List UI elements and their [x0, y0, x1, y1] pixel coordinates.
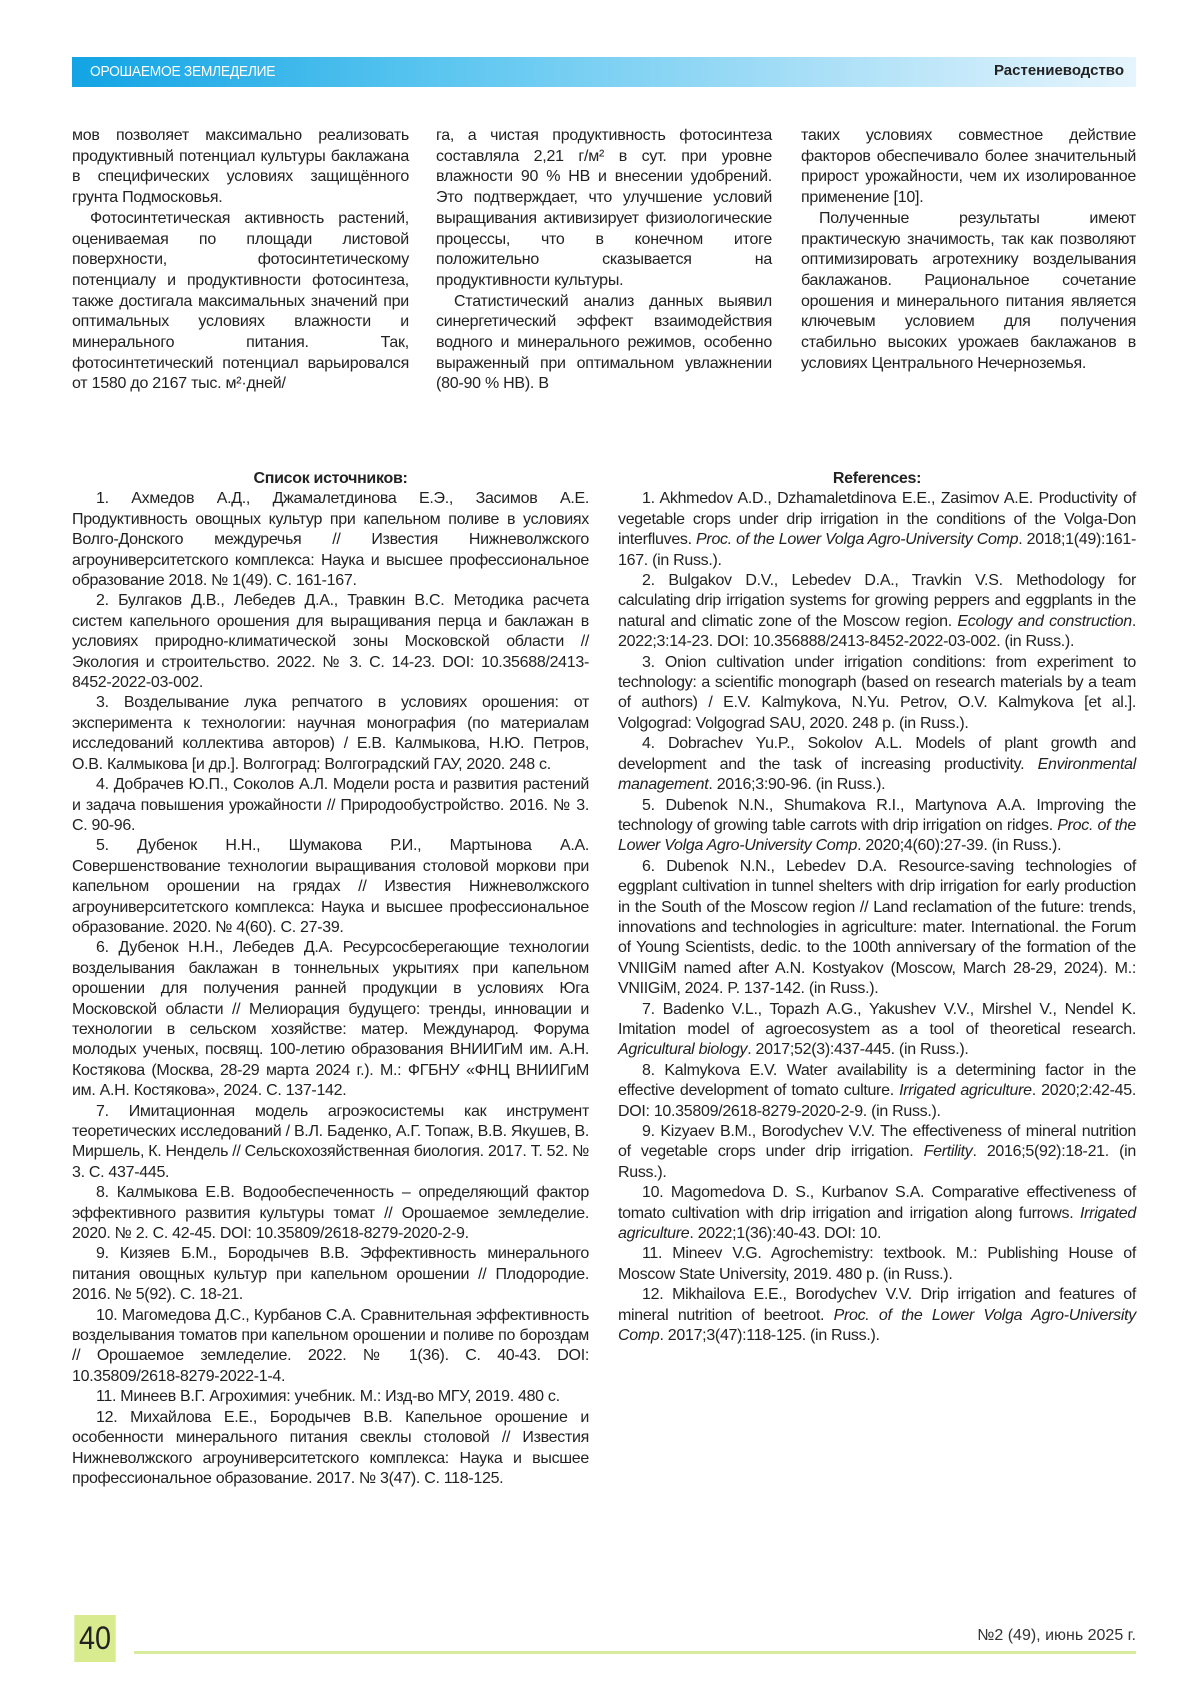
paragraph: мов позволяет максимально реализовать продуктивный потенциал культуры баклажана в специфических условиях защищённого грунта Подмосковья. [72, 126, 409, 209]
journal-title: Irrigated agriculture [899, 1082, 1032, 1099]
journal-title: Proc. of the Lower Volga Agro-University Comp [696, 531, 1018, 548]
references-ru-heading: Список источников: [72, 469, 589, 489]
reference-text: . 2017;52(3):437-445. (in Russ.). [747, 1041, 968, 1058]
reference-item [618, 1122, 1136, 1183]
reference-text: . 2022;3:14-23. DOI: 10.356888/2413-8452-2022-03-002. (in Russ.). [618, 613, 1136, 650]
page-number: 40 [74, 1615, 115, 1662]
issue-info: №2 (49), июнь 2025 г. [977, 1627, 1136, 1645]
paragraph: таких условиях совместное действие факторов обеспечивало более значительный прирост урожайности, чем их изолированное применение [10]. [801, 126, 1136, 209]
journal-section-title: ОРОШАЕМОЕ ЗЕМЛЕДЕЛИЕ [90, 63, 275, 80]
reference-text: 9. Kizyaev B.M., Borodychev V.V. The effectiveness of mineral nutrition of vegetable crops under drip irrigation. [618, 1123, 1136, 1160]
reference-item: 3. Возделывание лука репчатого в условиях орошения: от эксперимента к технологии: научная монография (по материалам исследований коллектива авторов) / Е.В. Калмыкова, Н.Ю. Петров, О.В. Калмыкова [и др.]. Волгоград: Волгоградский ГАУ, 2020. 248 с. [72, 693, 589, 775]
reference-item: 8. Калмыкова Е.В. Водообеспеченность – определяющий фактор эффективного развития культуры томат // Орошаемое земледелие. 2020. № 2. С. 42-45. DOI: 10.35809/2618-8279-2020-2-9. [72, 1183, 589, 1244]
reference-item: 10. Магомедова Д.С., Курбанов С.А. Сравнительная эффективность возделывания томатов при капельном орошении и поливе по бороздам // Орошаемое земледелие. 2022. № 1(36). С. 40-43. DOI: 10.35809/2618-8279-2022-1-4. [72, 1306, 589, 1388]
reference-item: 11. Минеев В.Г. Агрохимия: учебник. М.: Изд-во МГУ, 2019. 480 с. [72, 1387, 589, 1407]
reference-text: 6. Dubenok N.N., Lebedev D.A. Resource-saving technologies of eggplant cultivation in tunnel shelters with drip irrigation for early production in the South of the Moscow region // Land reclamation of the future: trends, innovations and technologies in agriculture: mater. International. the Forum of Young Scientists, dedic. to the 100th anniversary of the formation of the VNIIGiM named after A.N. Kostyakov (Moscow, March 28-29, 2024). M.: VNIIGiM, 2024. P. 137-142. (in Russ.). [618, 858, 1136, 997]
reference-item: 1. Ахмедов А.Д., Джамалетдинова Е.Э., Засимов А.Е. Продуктивность овощных культур при капельном поливе в условиях Волго-Донского междуречья // Известия Нижневолжского агроуниверситетского комплекса: Наука и высшее профессиональное образование 2018. № 1(49). С. 161-167. [72, 489, 589, 591]
reference-text: . 2016;5(92):18-21. (in Russ.). [618, 1143, 1136, 1180]
reference-item [618, 1061, 1136, 1122]
reference-item: 12. Михайлова Е.Е., Бородычев В.В. Капельное орошение и особенности минерального питания свеклы столовой // Известия Нижневолжского агроуниверситетского комплекса: Наука и высшее профессиональное образование. 2017. № 3(47). С. 118-125. [72, 1408, 589, 1490]
journal-title: Environmental management [618, 756, 1136, 793]
running-header [72, 57, 1136, 87]
rubric-title: Растениеводство [994, 62, 1124, 79]
journal-title: Irrigated agriculture [618, 1205, 1136, 1242]
body-column-2 [436, 126, 772, 395]
reference-item: 6. Дубенок Н.Н., Лебедев Д.А. Ресурсосберегающие технологии возделывания баклажан в тоннельных укрытиях при капельном орошении для получения ранней продукции в условиях Юга Московской области // Мелиорация будущего: тренды, инновации и технологии в сельском хозяйстве: матер. Международ. Форума молодых ученых, посвящ. 100-летию образования ВНИИГиМ им. А.Н. Костякова (Москва, 28-29 марта 2024 г.). М.: ФГБНУ «ФНЦ ВНИИГиМ им. А.Н. Костякова», 2024. С. 137-142. [72, 938, 589, 1101]
reference-text: . 2020;4(60):27-39. (in Russ.). [857, 837, 1061, 854]
reference-item [618, 653, 1136, 735]
references-english [618, 469, 1136, 1346]
references-russian [72, 469, 589, 1489]
reference-text: . 2022;1(36):40-43. DOI: 10. [689, 1225, 881, 1242]
reference-text: 10. Magomedova D. S., Kurbanov S.A. Comparative effectiveness of tomato cultivation with drip irrigation and irrigation along furrows. [618, 1184, 1136, 1221]
reference-item [618, 1183, 1136, 1244]
paragraph: Фотосинтетическая активность растений, оцениваемая по площади листовой поверхности, фотосинтетическому потенциалу и продуктивности фотосинтеза, также достигала максимальных значений при оптимальных условиях влажности и минерального питания. Так, фотосинтетический потенциал варьировался от 1580 до 2167 тыс. м²·дней/ [72, 209, 409, 395]
reference-item [618, 857, 1136, 1000]
reference-text: . 2017;3(47):118-125. (in Russ.). [659, 1327, 879, 1344]
journal-title: Proc. of the Lower Volga Agro-University Comp [618, 1307, 1136, 1344]
reference-item: 4. Добрачев Ю.П., Соколов А.Л. Модели роста и развития растений и задача повышения урожайности // Природообустройство. 2016. № 3. С. 90-96. [72, 775, 589, 836]
paragraph: Полученные результаты имеют практическую значимость, так как позволяют оптимизировать агротехнику возделывания баклажанов. Рациональное сочетание орошения и минерального питания является ключевым условием для получения стабильно высоких урожаев баклажанов в условиях Центрального Нечерноземья. [801, 209, 1136, 375]
reference-item [618, 571, 1136, 653]
reference-text: 1. Akhmedov A.D., Dzhamaletdinova E.E., Zasimov A.E. Productivity of vegetable crops under drip irrigation in the conditions of the Volga-Don interfluves. [618, 490, 1136, 548]
reference-item [618, 1244, 1136, 1285]
reference-text: 2. Bulgakov D.V., Lebedev D.A., Travkin V.S. Methodology for calculating drip irrigation systems for growing peppers and eggplants in the natural and climatic zone of the Moscow region. [618, 572, 1136, 630]
reference-text: 3. Onion cultivation under irrigation conditions: from experiment to technology: a scientific monograph (based on research materials by a team of authors) / E.V. Kalmykova, N.Yu. Petrov, O.V. Kalmykova [et al.]. Volgograd: Volgograd SAU, 2020. 248 p. (in Russ.). [618, 654, 1136, 732]
footer-divider [134, 1651, 1136, 1654]
reference-text: 11. Mineev V.G. Agrochemistry: textbook. M.: Publishing House of Moscow State University, 2019. 480 p. (in Russ.). [618, 1245, 1136, 1282]
journal-title: Fertility [924, 1143, 973, 1160]
reference-item [618, 1000, 1136, 1061]
reference-item: 5. Дубенок Н.Н., Шумакова Р.И., Мартынова А.А. Совершенствование технологии выращивания столовой моркови при капельном орошении на грядах // Известия Нижневолжского агроуниверситетского комплекса: Наука и высшее профессиональное образование. 2020. № 4(60). С. 27-39. [72, 836, 589, 938]
reference-item [618, 1285, 1136, 1346]
reference-item: 7. Имитационная модель агроэкосистемы как инструмент теоретических исследований / В.Л. Баденко, А.Г. Топаж, В.В. Якушев, В. Миршель, К. Нендель // Сельскохозяйственная биология. 2017. Т. 52. № 3. С. 437-445. [72, 1102, 589, 1184]
reference-text: 5. Dubenok N.N., Shumakova R.I., Martynova A.A. Improving the technology of growing table carrots with drip irrigation on ridges. [618, 797, 1136, 834]
reference-item [618, 734, 1136, 795]
references-en-heading: References: [618, 469, 1136, 489]
reference-item: 9. Кизяев Б.М., Бородычев В.В. Эффективность минерального питания овощных культур при капельном орошении // Плодородие. 2016. № 5(92). С. 18-21. [72, 1244, 589, 1305]
journal-title: Ecology and construction [957, 613, 1131, 630]
reference-text: 7. Badenko V.L., Topazh A.G., Yakushev V.V., Mirshel V., Nendel K. Imitation model of agroecosystem as a tool of theoretical research. [618, 1001, 1136, 1038]
journal-title: Proc. of the Lower Volga Agro-University Comp [618, 817, 1136, 854]
body-column-1 [72, 126, 409, 395]
references-en-list [618, 489, 1136, 1346]
reference-item [618, 796, 1136, 857]
reference-item: 2. Булгаков Д.В., Лебедев Д.А., Травкин В.С. Методика расчета систем капельного орошения для выращивания перца и баклажан в условиях природно-климатической зоны Московской области // Экология и строительство. 2022. № 3. С. 14-23. DOI: 10.35688/2413-8452-2022-03-002. [72, 591, 589, 693]
reference-text: 8. Kalmykova E.V. Water availability is a determining factor in the effective development of tomato culture. [618, 1062, 1136, 1099]
reference-text: . 2018;1(49):161-167. (in Russ.). [618, 531, 1136, 568]
reference-text: 12. Mikhailova E.E., Borodychev V.V. Drip irrigation and features of mineral nutrition of beetroot. [618, 1286, 1136, 1323]
reference-text: . 2016;3:90-96. (in Russ.). [708, 776, 885, 793]
body-column-3 [801, 126, 1136, 374]
reference-text: 4. Dobrachev Yu.P., Sokolov A.L. Models of plant growth and development and the task of increasing productivity. [618, 735, 1136, 772]
reference-text: . 2020;2:42-45. DOI: 10.35809/2618-8279-2020-2-9. (in Russ.). [618, 1082, 1136, 1119]
reference-item [618, 489, 1136, 571]
paragraph: Статистический анализ данных выявил синергетический эффект взаимодействия водного и минерального режимов, особенно выраженный при оптимальном увлажнении (80-90 % НВ). В [436, 292, 772, 396]
paragraph: га, а чистая продуктивность фотосинтеза составляла 2,21 г/м² в сут. при уровне влажности 90 % НВ и внесении удобрений. Это подтверждает, что улучшение условий выращивания активизирует физиологические процессы, что в конечном итоге положительно сказывается на продуктивности культуры. [436, 126, 772, 292]
journal-title: Agricultural biology [618, 1041, 747, 1058]
